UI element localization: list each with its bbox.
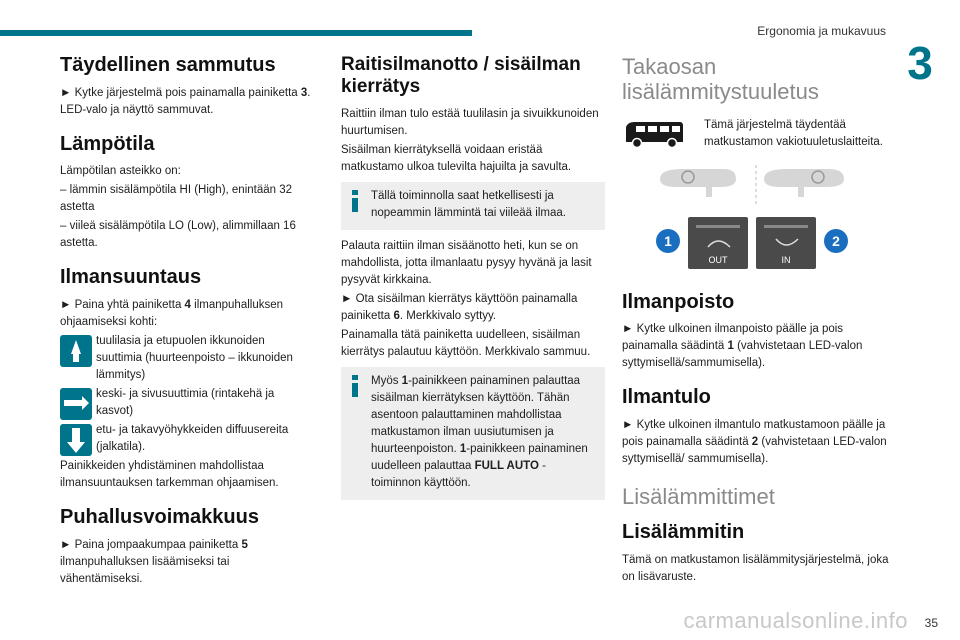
shutdown-text: ► Kytke järjestelmä pois painamalla painiketta 3. LED-valo ja näyttö sammuvat. — [60, 86, 311, 116]
info-icon — [352, 375, 358, 397]
section-extraction: Ilmanpoisto ► Kytke ulkoinen ilmanpoisto päälle ja pois painamalla säädintä 1 (vahvistetaan LED-valon syttymisellä/sammumisella). — [622, 291, 890, 373]
section-heater: Lisälämmitin Tämä on matkustamon lisälämmitysjärjestelmä, joka on lisävaruste. — [622, 521, 889, 583]
heading-shutdown: Täydellinen sammutus — [60, 54, 276, 76]
feet-airflow-icon — [60, 424, 92, 456]
column-right — [622, 54, 890, 588]
van-note: Tämä järjestelmä täydentää matkustamon vakiotuuletuslaitteita. — [622, 117, 890, 153]
info-box: Myös 1-painikkeen painaminen palauttaa sisäilman kierrätyksen käyttöön. Tähän asentoon palauttaminen mahdollistaa matkustamon ilman uusiutumisen ja huurteenpoiston. 1-painikkeen painaminen uudelleen palauttaa FULL AUTO -toiminnon käyttöön. — [341, 367, 605, 500]
chapter-number: 3 — [907, 37, 933, 89]
section-airflow — [60, 266, 312, 492]
heading-rear-ventilation: Takaosan lisälämmitystuuletus — [622, 54, 819, 105]
heading-air-recirculation: Raitisilmanotto / sisäilman kierrätys — [341, 54, 581, 98]
airflow-item-feet: etu- ja takavyöhykkeiden diffuusereita (jalkatila). — [60, 422, 312, 458]
recirc-para: Raittiin ilman tulo estää tuulilasin ja sivuikkunoiden huurtumisen. — [341, 107, 599, 137]
recirc-para: Painamalla tätä painiketta uudelleen, sisäilman kierrätys palautuu käyttöön. Merkkivalo sammuu. — [341, 328, 591, 358]
column-left — [60, 54, 312, 590]
svg-text:2: 2 — [832, 232, 840, 249]
airflow-intro: ► Paina yhtä painiketta 4 ilmanpuhalluksen ohjaamiseksi kohti: — [60, 298, 284, 328]
page-number: 35 — [924, 616, 938, 630]
van-icon — [622, 119, 686, 149]
info-icon — [352, 190, 358, 212]
column-middle — [341, 54, 605, 508]
section-supply: Ilmantulo ► Kytke ulkoinen ilmantulo matkustamoon päälle ja pois painamalla säädintä 2 (vahvistetaan LED-valon syttymisellä/ sammumisella). — [622, 386, 890, 468]
header-section-title: Ergonomia ja mukavuus — [757, 24, 886, 38]
rear-ventilation-figure — [622, 163, 890, 275]
header-accent-bar — [0, 30, 472, 36]
heading-supply: Ilmantulo — [622, 386, 711, 409]
airflow-item-windscreen: tuulilasia ja etupuolen ikkunoiden suuttimia (huurteenpoisto – ikkunoiden lämmitys) — [60, 333, 312, 386]
svg-text:IN: IN — [781, 254, 791, 265]
temp-line: – viileä sisälämpötila LO (Low), alimmillaan 16 astetta. — [60, 220, 296, 250]
section-blower — [60, 506, 312, 588]
recirc-para: ► Ota sisäilman kierrätys käyttöön painamalla painiketta 6. Merkkivalo syttyy. — [341, 292, 578, 322]
fan-outlet-right — [764, 169, 844, 187]
temp-line: – lämmin sisälämpötila HI (High), enintään 32 astetta — [60, 184, 293, 214]
info-box: Tällä toiminnolla saat hetkellisesti ja nopeammin lämmintä tai viileää ilmaa. — [341, 182, 605, 230]
section-temperature — [60, 133, 312, 253]
svg-text:OUT: OUT — [708, 254, 728, 265]
section-shutdown — [60, 54, 312, 119]
watermark: carmanualsonline.info — [683, 608, 908, 633]
windscreen-airflow-icon — [60, 335, 92, 367]
fan-outlet-left — [660, 169, 736, 187]
heading-heater: Lisälämmitin — [622, 521, 745, 544]
face-airflow-icon — [60, 388, 92, 420]
recirc-para: Sisäilman kierrätyksellä voidaan eristää matkustamo ulkoa tulevilta hajuilta ja savulta. — [341, 143, 572, 173]
svg-text:1: 1 — [664, 232, 672, 249]
heading-airflow: Ilmansuuntaus — [60, 266, 202, 289]
recirc-para: Palauta raittiin ilman sisäänotto heti, kun se on mahdollista, jotta ilmanlaatu pysyy hyvänä ja lasit pysyvät kirkkaina. — [341, 239, 592, 286]
airflow-item-face: keski- ja sivusuuttimia (rintakehä ja kasvot) — [60, 386, 312, 422]
temp-line: Lämpötilan asteikko on: — [60, 165, 181, 178]
heading-blower: Puhallusvoimakkuus — [60, 506, 259, 529]
heading-extraction: Ilmanpoisto — [622, 290, 735, 313]
blower-text: ► Paina jompaakumpaa painiketta 5 ilmanpuhalluksen lisäämiseksi tai vähentämiseksi. — [60, 538, 248, 585]
heading-temperature: Lämpötila — [60, 132, 155, 155]
heading-additional-heaters: Lisälämmittimet — [622, 483, 775, 509]
airflow-outro: Painikkeiden yhdistäminen mahdollistaa ilmansuuntauksen tarkemman ohjaamisen. — [60, 460, 279, 490]
